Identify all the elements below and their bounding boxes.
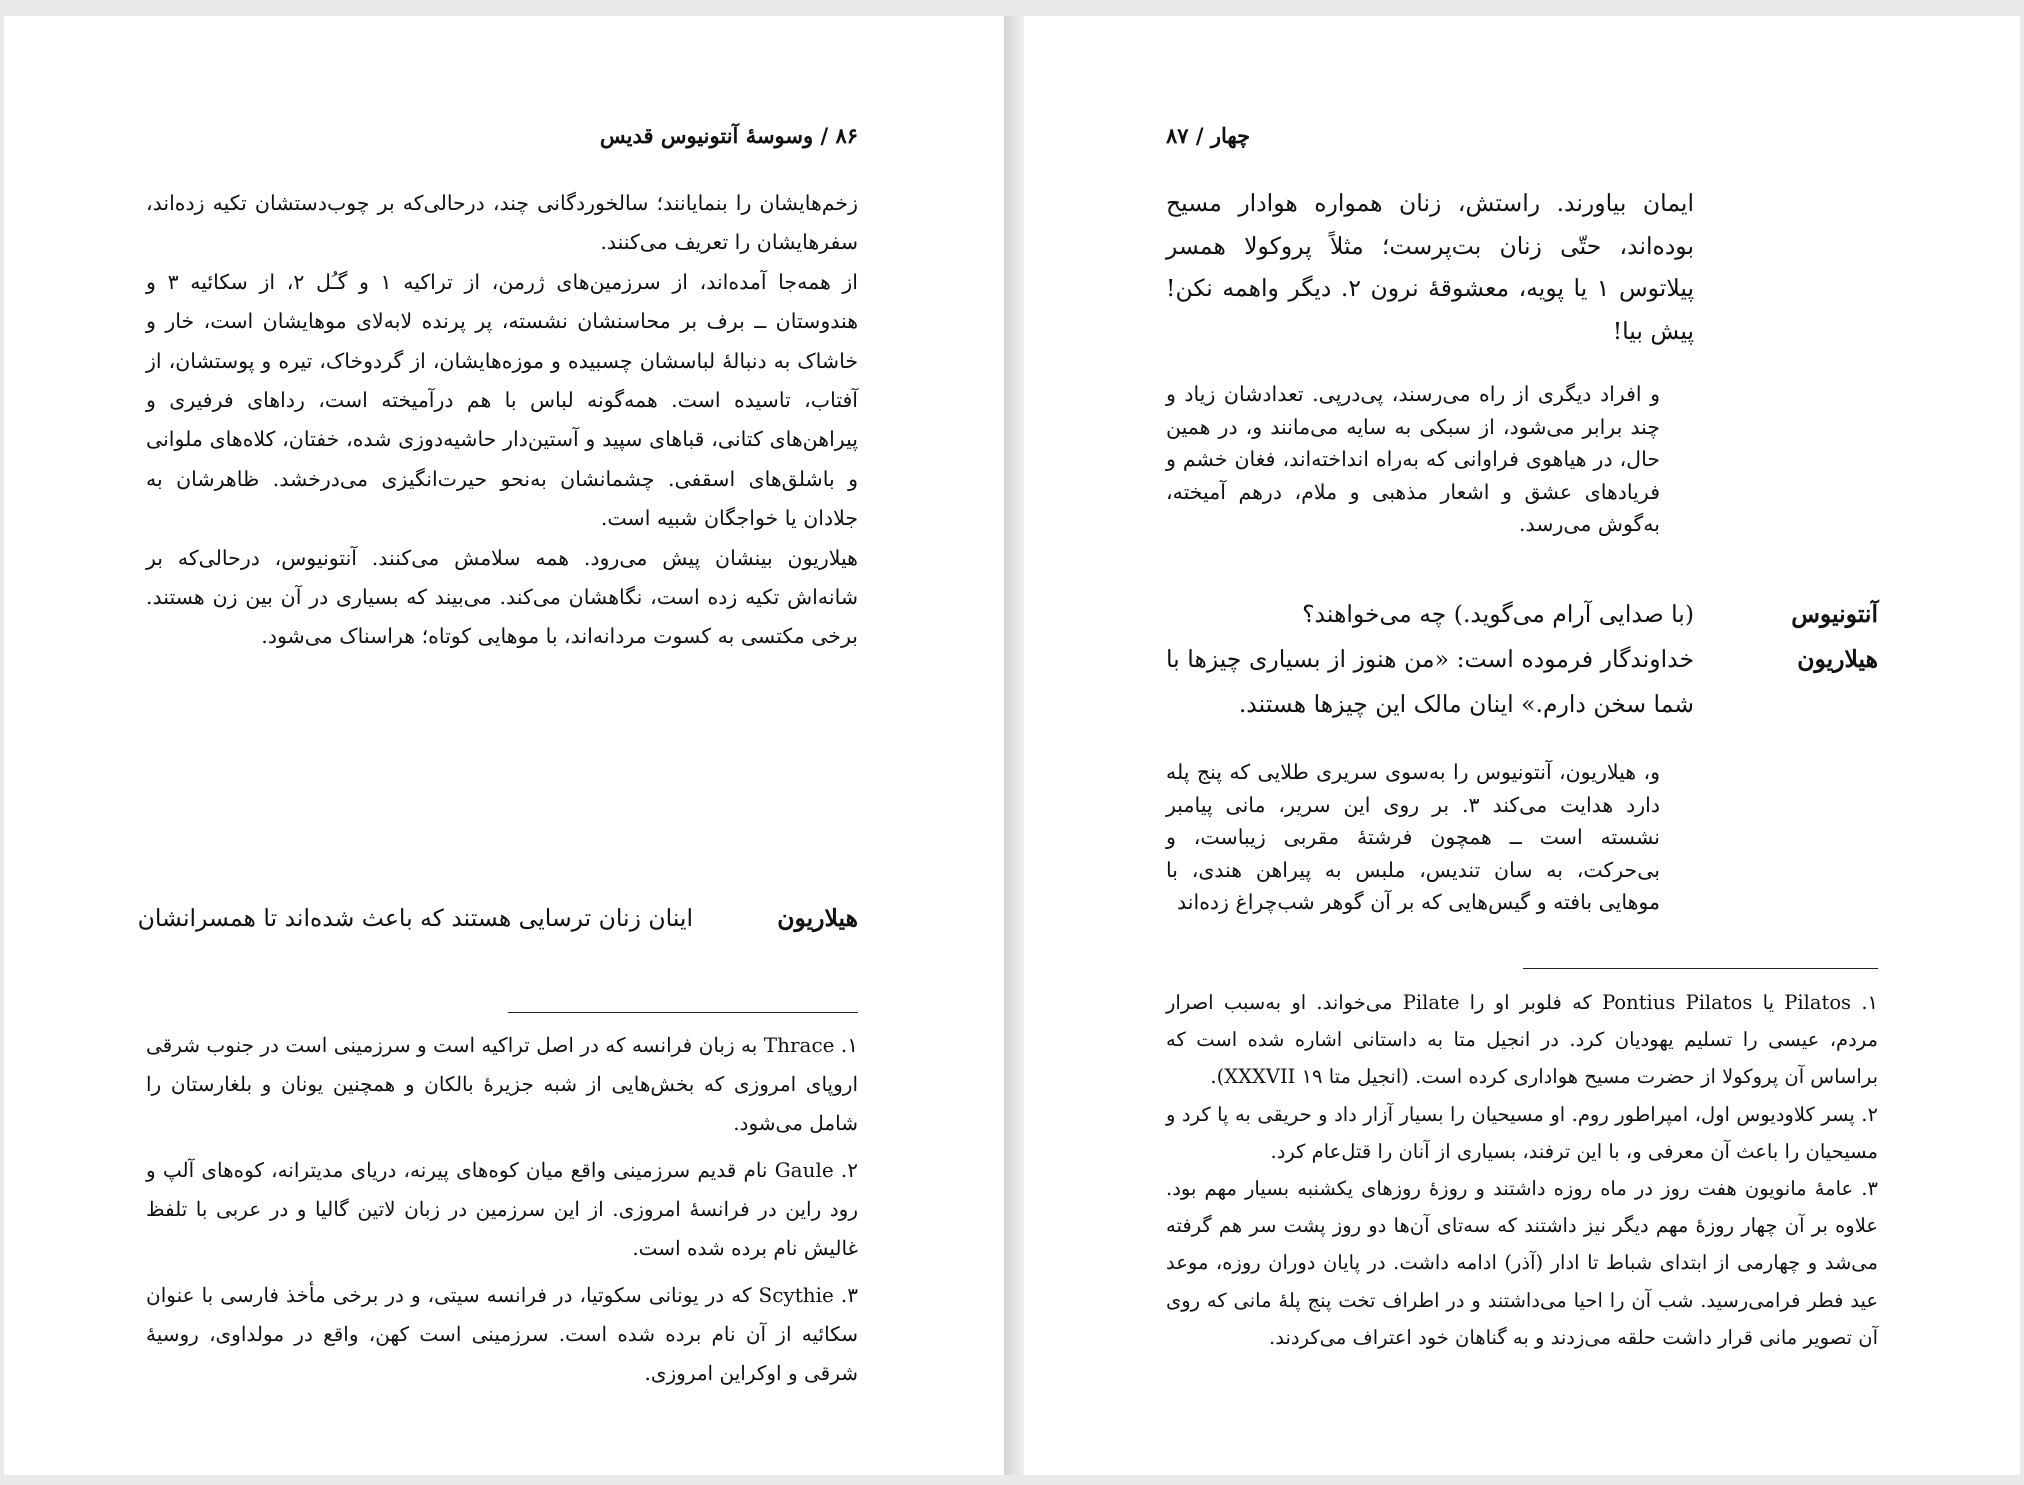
speech-text: (با صدایی آرام می‌گوید.) چه می‌خواهند؟: [1302, 600, 1694, 628]
intro-speech: [1166, 182, 1694, 352]
footnote-separator: [1523, 968, 1878, 969]
paragraph: هیلاریون بینشان پیش می‌رود. همه سلامش می‌کنند. آنتونیوس، درحالی‌که بر شانه‌اش تکیه زده است، نگاهشان می‌کند. می‌بیند که بسیاری در آن بین زن هستند. برخی مکتسی به کسوت مردانه‌اند، با موهایی کوتاه؛ هراسناک می‌شود.: [146, 545, 858, 649]
stage-direction: [1166, 378, 1660, 541]
footnote: ۱. Pilatos یا Pontius Pilatos که فلوبر او را Pilate می‌خواند. او به‌سبب اصرار مردم، عیسی را تسلیم یهودیان کرد. در انجیل متا به داستانی اشاره شده است که براساس آن پروکولا از حضرت مسیح هواداری کرده است. (انجیل متا ۱۹ XXXVII).: [1166, 991, 1879, 1089]
page-header: چهار / ۸۷: [1166, 123, 1251, 148]
speaker-name: هیلاریون: [777, 904, 858, 932]
stage-direction: [1166, 756, 1660, 919]
paragraph: از همه‌جا آمده‌اند، از سرزمین‌های ژرمن، از تراکیه ۱ و گـُل ۲، از سکائیه ۳ و هندوستان ــ برف بر محاسنشان نشسته، پر پرنده لابه‌لای موهایشان است، خار و خاشاک به دنبالهٔ لباسشان چسبیده و موزه‌هایشان، از گردوخاک، تیره و پوستشان، از آفتاب، تاسیده است. همه‌گونه لباس با هم درآمیخته است، رداهای فرفیری و پیراهن‌های کتانی، قباهای سپید و آستین‌دار حاشیه‌دوزی شده، خفتان، کلاه‌های ملوانی و باشلق‌های اسقفی. چشمانشان به‌نحو حیرت‌انگیزی می‌درخشد. ظاهرشان به جلادان یا خواجگان شبیه است.: [146, 269, 859, 531]
page-left: [4, 16, 1004, 1475]
speech-text: خداوندگار فرموده است: «من هنوز از بسیاری چیزها با شما سخن دارم.» اینان مالک این چیزها هستند.: [1166, 645, 1694, 718]
dialogue: [1166, 592, 1878, 727]
footnote: ۱. Thrace به زبان فرانسه که در اصل تراکیه است و سرزمینی است در جنوب شرقی اروپای امروزی که بخش‌هایی از شبه جزیرهٔ بالکان و همچنین یونان و بلغارستان را شامل می‌شود.: [146, 1033, 858, 1135]
speaker-name: هیلاریون: [1797, 645, 1878, 673]
speaker-name: آنتونیوس: [1791, 600, 1878, 628]
footnotes: [1166, 984, 1878, 1356]
footnote: ۲. Gaule نام قدیم سرزمینی واقع میان کوه‌های پیرنه، دریای مدیترانه، کوه‌های آلپ و رود راین در فرانسهٔ امروزی. از این سرزمین در زبان لاتین گالیا و در عربی با تلفظ غالیش نام برده شده است.: [146, 1158, 858, 1260]
footnote-separator: [508, 1012, 858, 1013]
speech-text: اینان زنان ترسایی هستند که باعث شده‌اند تا همسرانشان: [137, 904, 693, 932]
dialogue-line: [1166, 637, 1878, 727]
dialogue-line: [137, 904, 858, 944]
footnotes: [146, 1026, 858, 1393]
stage-direction-text: و، هیلاریون، آنتونیوس را به‌سوی سریری طلایی که پنج پله دارد هدایت می‌کند ۳. بر روی این سریر، مانی پیامبر نشسته است ــ همچون فرشتهٔ مقربی زیباست، و بی‌حرکت، به سان تندیس، ملبس به پیراهن هندی، با موهایی بافته و گیس‌هایی که بر آن گوهر شب‌چراغ زده‌اند: [1166, 760, 1660, 915]
gutter: [1004, 16, 1024, 1475]
stage-direction-text: و افراد دیگری از راه می‌رسند، پی‌درپی. تعدادشان زیاد و چند برابر می‌شود، از سبکی به سایه می‌مانند و، در همین حال، در هیاهوی فراوانی که به‌راه انداخته‌اند، فغان خشم و فریادهای عشق و اشعار مذهبی و ملام، درهم آمیخته، به‌گوش می‌رسد.: [1166, 382, 1660, 537]
footnote: ۳. عامهٔ مانویون هفت روز در ماه روزه داشتند و روزهٔ روزهای یکشنبه بسیار مهم بود. علاوه بر آن چهار روزهٔ مهم دیگر نیز داشتند که سه‌تای آن‌ها دو روز پشت سر هم گرفته می‌شد و چهارمی از ابتدای شباط تا ادار (آذر) ادامه داشت. در پایان دوران روزه، موعد عید فطر فرامی‌رسید. شب آن را احیا می‌داشتند و در اطراف تخت پنج پلهٔ مانی که روی آن تصویر مانی قرار داشت حلقه می‌زدند و به گناهان خود اعتراف می‌کردند.: [1166, 1177, 1878, 1349]
page-header: ۸۶ / وسوسهٔ آنتونیوس قدیس: [599, 123, 858, 148]
paragraph: زخم‌هایشان را بنمایانند؛ سالخوردگانی چند، درحالی‌که بر چوب‌دستشان تکیه زده‌اند، سفرهایشان را تعریف می‌کنند.: [146, 191, 858, 255]
page-right: [1024, 16, 2020, 1475]
dialogue-line: [1166, 592, 1878, 637]
body-text: [146, 184, 858, 657]
footnote: ۳. Scythie که در یونانی سکوتیا، در فرانسه سیتی، و در برخی مأخذ فارسی با عنوان سکائیه از آن نام برده شده است. سرزمینی است کهن، واقع در مولداوی، روسیهٔ شرقی و اوکراین امروزی.: [146, 1283, 858, 1385]
speech-text: ایمان بیاورند. راستش، زنان همواره هوادار مسیح بوده‌اند، حتّی زنان بت‌پرست؛ مثلاً پروکولا همسر پیلاتوس ۱ یا پویه، معشوقهٔ نرون ۲. دیگر واهمه نکن! پیش بیا!: [1166, 189, 1694, 345]
footnote: ۲. پسر کلاودیوس اول، امپراطور روم. او مسیحیان را بسیار آزار داد و حریقی به پا کرد و مسیحیان را باعث آن معرفی و، با این ترفند، بسیاری از آنان را قتل‌عام کرد.: [1166, 1102, 1878, 1163]
